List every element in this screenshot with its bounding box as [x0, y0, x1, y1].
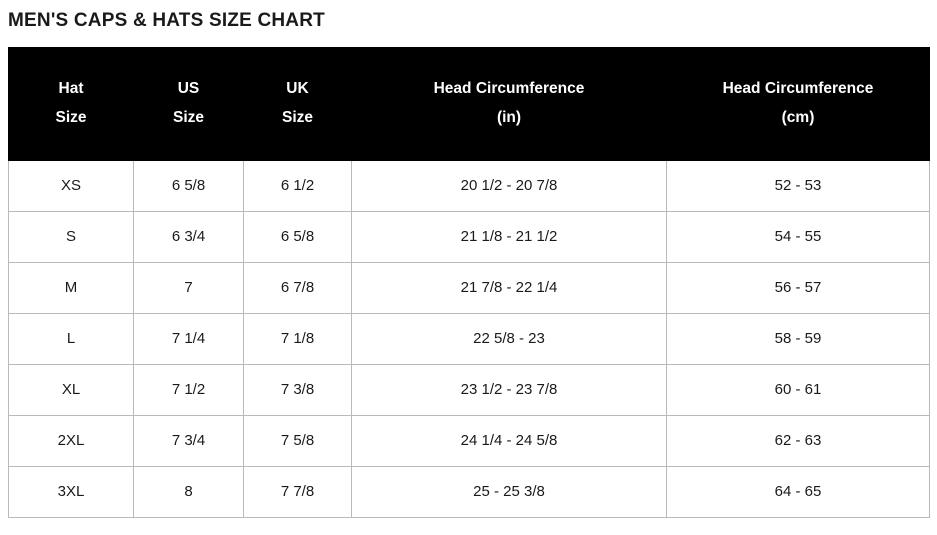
cell-head-circumference-cm: 62 - 63	[667, 415, 930, 466]
cell-uk-size: 6 5/8	[244, 211, 352, 262]
cell-hat-size: XL	[9, 364, 134, 415]
cell-us-size: 6 3/4	[134, 211, 244, 262]
cell-hat-size: XS	[9, 160, 134, 211]
column-header-line2: (cm)	[781, 108, 815, 126]
table-row	[9, 262, 930, 313]
cell-head-circumference-in: 23 1/2 - 23 7/8	[352, 364, 667, 415]
cell-uk-size: 6 1/2	[244, 160, 352, 211]
table-header-row	[9, 47, 930, 160]
page-title: MEN'S CAPS & HATS SIZE CHART	[8, 10, 325, 31]
cell-head-circumference-cm: 52 - 53	[667, 160, 930, 211]
cell-uk-size: 6 7/8	[244, 262, 352, 313]
cell-head-circumference-cm: 54 - 55	[667, 211, 930, 262]
cell-head-circumference-cm: 64 - 65	[667, 466, 930, 517]
cell-head-circumference-in: 22 5/8 - 23	[352, 313, 667, 364]
table-header	[9, 47, 930, 160]
cell-us-size: 8	[134, 466, 244, 517]
cell-us-size: 7 1/2	[134, 364, 244, 415]
cell-uk-size: 7 7/8	[244, 466, 352, 517]
cell-head-circumference-cm: 60 - 61	[667, 364, 930, 415]
column-header-head-circumference-cm	[667, 47, 930, 160]
cell-uk-size: 7 1/8	[244, 313, 352, 364]
column-header-head-circumference-in	[352, 47, 667, 160]
cell-head-circumference-in: 21 7/8 - 22 1/4	[352, 262, 667, 313]
cell-uk-size: 7 5/8	[244, 415, 352, 466]
cell-hat-size: 3XL	[9, 466, 134, 517]
column-header-line2: Size	[281, 108, 313, 126]
column-header-line1: Head Circumference	[433, 80, 585, 98]
column-header-uk-size	[244, 47, 352, 160]
cell-hat-size: S	[9, 211, 134, 262]
table-row	[9, 160, 930, 211]
table-row	[9, 364, 930, 415]
cell-head-circumference-in: 24 1/4 - 24 5/8	[352, 415, 667, 466]
column-header-line2: (in)	[496, 108, 522, 126]
cell-head-circumference-cm: 56 - 57	[667, 262, 930, 313]
table-body	[9, 160, 930, 517]
cell-head-circumference-in: 25 - 25 3/8	[352, 466, 667, 517]
table-row	[9, 466, 930, 517]
column-header-line1: US	[177, 80, 200, 98]
table-row	[9, 415, 930, 466]
column-header-us-size	[134, 47, 244, 160]
cell-hat-size: L	[9, 313, 134, 364]
cell-hat-size: M	[9, 262, 134, 313]
cell-head-circumference-in: 20 1/2 - 20 7/8	[352, 160, 667, 211]
cell-us-size: 6 5/8	[134, 160, 244, 211]
cell-uk-size: 7 3/8	[244, 364, 352, 415]
cell-us-size: 7 3/4	[134, 415, 244, 466]
cell-us-size: 7	[134, 262, 244, 313]
cell-head-circumference-cm: 58 - 59	[667, 313, 930, 364]
cell-head-circumference-in: 21 1/8 - 21 1/2	[352, 211, 667, 262]
column-header-hat-size	[9, 47, 134, 160]
column-header-line2: Size	[172, 108, 204, 126]
column-header-line1: Head Circumference	[722, 80, 874, 98]
column-header-line1: UK	[286, 80, 309, 98]
column-header-line1: Hat	[58, 80, 84, 98]
cell-hat-size: 2XL	[9, 415, 134, 466]
table-row	[9, 211, 930, 262]
size-chart-table	[8, 47, 930, 518]
table-row	[9, 313, 930, 364]
column-header-line2: Size	[55, 108, 87, 126]
cell-us-size: 7 1/4	[134, 313, 244, 364]
